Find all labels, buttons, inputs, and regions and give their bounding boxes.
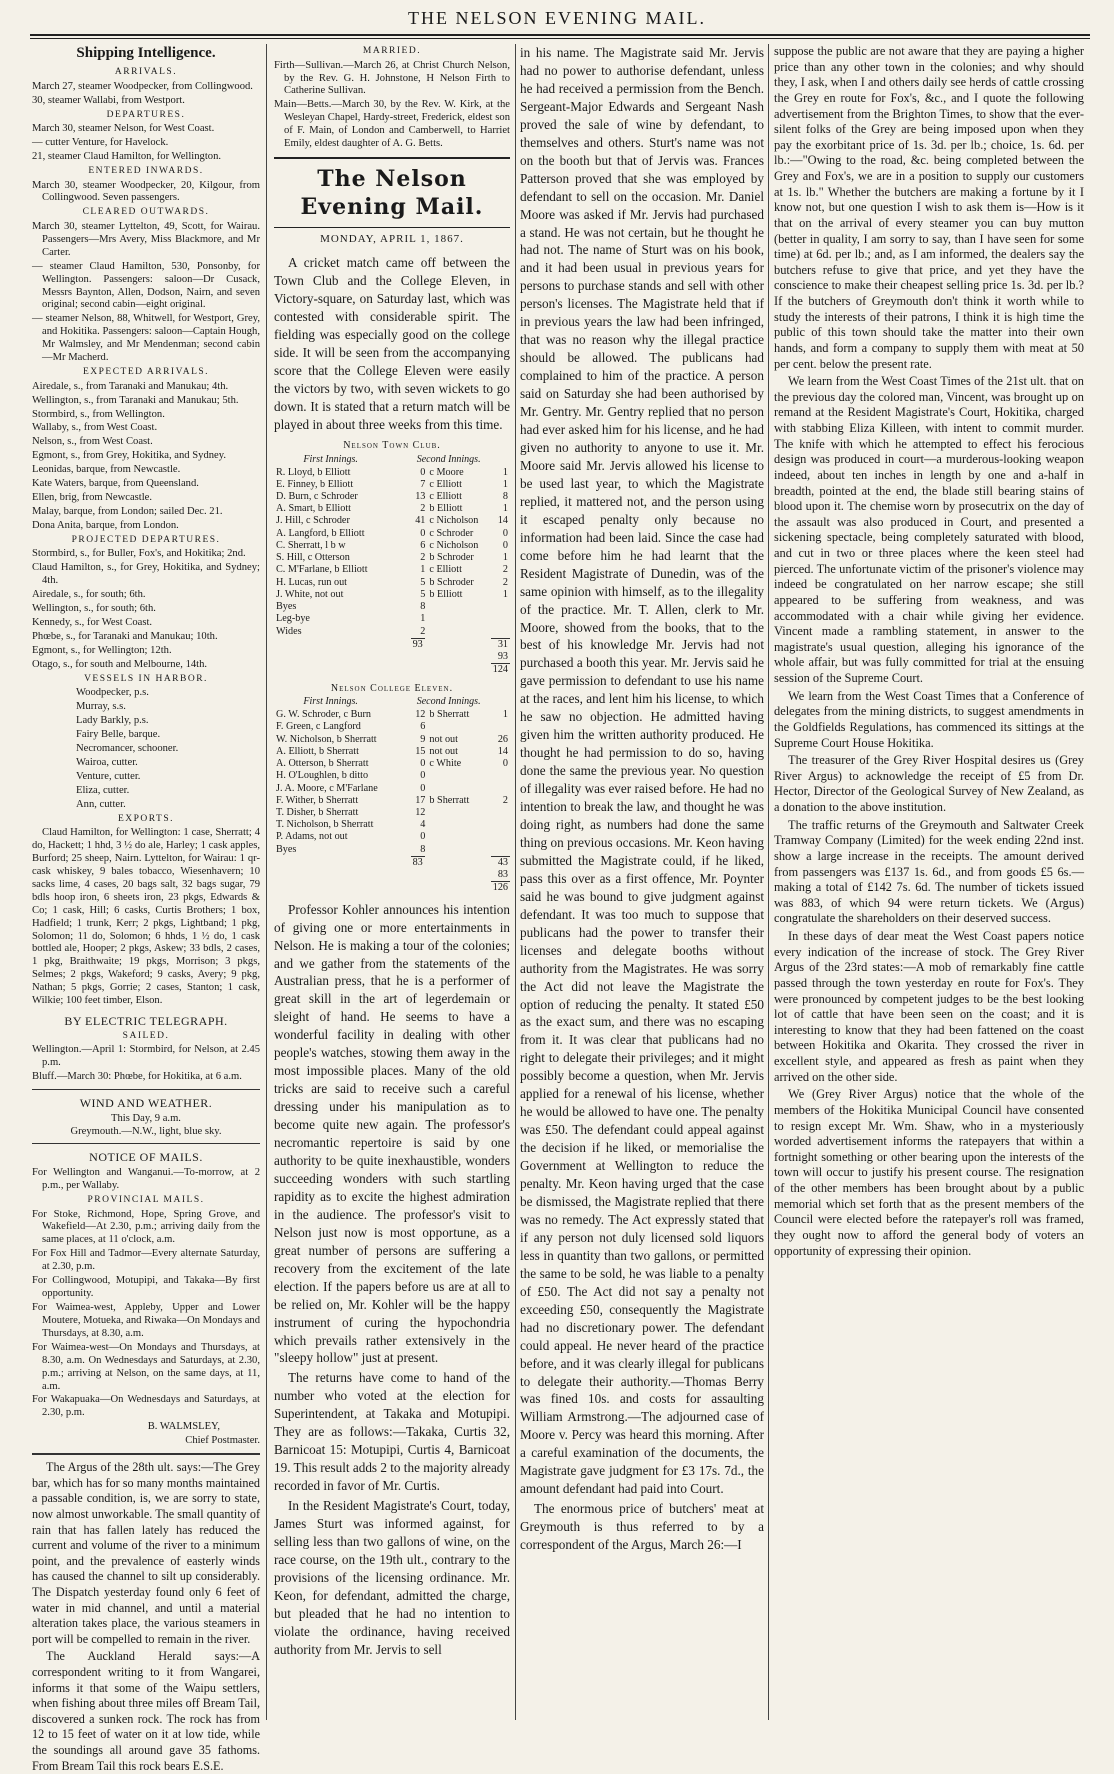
- town-first-score: 8: [420, 601, 426, 613]
- college-dismissal-second: [427, 807, 493, 819]
- second-innings-label: Second Innings.: [416, 696, 481, 708]
- town-totals: [274, 638, 510, 677]
- town-first-score: 2: [420, 552, 426, 564]
- column-divider: [515, 44, 516, 1720]
- town-grand-total: 124: [492, 664, 508, 676]
- mails-heading: NOTICE OF MAILS.: [89, 1150, 203, 1165]
- college-row: [274, 746, 510, 758]
- town-dismissal-second: c Nicholson: [429, 515, 479, 527]
- town-second-score: 8: [502, 491, 508, 503]
- list-item: Woodpecker, p.s.: [76, 687, 149, 699]
- hospital-paragraph: The treasurer of the Grey River Hospital desires us (Grey River Argus) to acknowledge the receipt of £5 from Dr. Hector, Director of the Geological Survey of New Zealand, as a donation to the above institution.: [774, 753, 1084, 814]
- town-row: [274, 515, 510, 527]
- list-item: Malay, barque, from London; sailed Dec. 21.: [32, 505, 223, 517]
- list-item: For Fox Hill and Tadmor—Every alternate Saturday, at 2.30, p.m.: [32, 1248, 260, 1273]
- college-dismissal-second: [427, 844, 493, 856]
- list-item: — cutter Venture, for Havelock.: [32, 137, 169, 149]
- town-dismissal-second: c Elliott: [429, 478, 462, 490]
- list-item: Wellington.—April 1: Stormbird, for Nelson, at 2.45 p.m.: [32, 1044, 260, 1069]
- town-second-score: [493, 626, 510, 638]
- town-first-score: 2: [420, 503, 426, 515]
- college-dismissal-second: [427, 783, 493, 795]
- college-batsman: W. Nicholson, b Sherratt: [276, 733, 377, 745]
- college-batsman: A. Otterson, b Sherratt: [276, 758, 369, 770]
- college-second-score: 26: [497, 733, 508, 745]
- college-scorecard: [274, 709, 510, 856]
- list-item: — steamer Claud Hamilton, 530, Ponsonby, for Wellington. Passengers: saloon—Dr Cusack, Messrs Baynton, Allen, Dodson, Nairn, and seven original; second cabin—eight original.: [32, 260, 260, 311]
- town-second-score: 1: [502, 552, 508, 564]
- college-second-score: 2: [502, 794, 508, 806]
- college-row: [274, 795, 510, 807]
- town-batsman: C. Sherratt, l b w: [276, 539, 346, 551]
- meat-continued: suppose the public are not aware that they are paying a higher price than any other town in the colonies; and why should they, I ask, when I and others daily see herds of cattle crossing the Grey en route for Fox's, &c., and I quote the following advertisement from the Brighton Times, to show that the ever-silent folks of the Grey are being imposed upon when they pay the exorbitant price of 1s. 3d. per lb.; choice, 1s. 6d. per lb.:—"Owing to the road, &c. being completed between the Grey and Fox's, we are in a position to supply our customers at 1s. lb." Whether the butchers are making a fortune by it I know not, but one question I wish to ask them is—How is it that on the arrival of every steamer you can buy mutton (better in quality, I am sorry to say, than I have seen for some time) at 6d. per lb.; and, as I am informed, the dealers say the butchers refuse to give that price, and yet they have the conscience to make their cheapest selling price 1s. 3d. per lb.? If the butchers of Greymouth don't think it worth while to study the interests of their patrons, I think it is high time the public of this town should take the matter into their own hands, and form a company to supply them with meat at 50 per cent. below the present rate.: [774, 44, 1084, 371]
- town-dismissal-second: c Moore: [429, 466, 464, 478]
- list-item: 30, steamer Wallabi, from Westport.: [32, 94, 185, 106]
- college-first-score: 12: [415, 807, 426, 818]
- weather-time: This Day, 9 a.m.: [111, 1112, 181, 1124]
- list-item: Murray, s.s.: [76, 701, 126, 713]
- town-row: [274, 491, 510, 503]
- entered-list: [32, 180, 260, 206]
- town-batsman: Wides: [276, 625, 302, 637]
- list-item: For Waimea-west, Appleby, Upper and Lower Moutere, Motueka, and Riwaka—On Mondays and Thursdays, at 8.30, a.m.: [32, 1301, 261, 1339]
- list-item: Lady Barkly, p.s.: [76, 715, 149, 727]
- conference-paragraph: We learn from the West Coast Times that a Conference of delegates from the mining districts, to suggest amendments in the Goldfields Regulations, has commenced its sittings at the Supreme Court House Hokitika.: [774, 688, 1084, 750]
- college-row: [274, 819, 510, 831]
- town-batsman: Byes: [276, 601, 297, 613]
- town-club-heading: Nelson Town Club.: [343, 439, 441, 451]
- town-second-score: 14: [497, 515, 508, 527]
- list-item: For Wakapuaka—On Wednesdays and Saturdays, at 2.30, p.m.: [32, 1394, 260, 1419]
- cleared-heading: CLEARED OUTWARDS.: [82, 207, 210, 218]
- list-item: Dona Anita, barque, from London.: [32, 519, 179, 531]
- college-second-score: [493, 831, 510, 843]
- departures-list: [32, 123, 260, 164]
- list-item: Kate Waters, barque, from Queensland.: [32, 478, 199, 490]
- college-batsman: H. O'Loughlen, b ditto: [276, 770, 369, 782]
- list-item: Airedale, s., from Taranaki and Manukau; 4th.: [32, 380, 229, 392]
- college-dismissal-second: [427, 770, 493, 782]
- list-item: Bluff.—March 30: Phœbe, for Hokitika, at 6 a.m.: [32, 1071, 242, 1083]
- town-batsman: Leg-bye: [276, 613, 310, 625]
- list-item: Nelson, s., from West Coast.: [32, 436, 153, 448]
- list-item: — steamer Nelson, 88, Whitwell, for Westport, Grey, and Hokitika. Passengers: saloon—Captain Hough, Mr Walmsley, and Mr Mendenman; second cabin—Mr Macherd.: [32, 313, 260, 364]
- town-first-score: 0: [420, 527, 426, 539]
- council-paragraph: We (Grey River Argus) notice that the whole of the members of the Hokitika Municipal Council have consented to resign except Mr. Wm. Shaw, who in a mysteriously worded advertisement informs the ratepayers that within a fortnight something or other bearing upon the interests of the town will occur to justify his present course. The resignation of the other members has been brought about by a public memorial which set forth that as the present members of the Council were elected before the ratepayer's roll was framed, they ought now to afford the general body of voters an opportunity of expressing their opinion.: [774, 1087, 1084, 1258]
- town-second-score: [493, 613, 510, 625]
- town-total-carried: 93: [497, 651, 508, 663]
- town-row: [274, 626, 510, 638]
- postmaster-title: Chief Postmaster.: [185, 1435, 260, 1447]
- college-batsman: Byes: [276, 843, 297, 855]
- town-second-score: 2: [502, 564, 508, 576]
- town-batsman: J. Hill, c Schroder: [276, 515, 350, 527]
- town-dismissal-second: b Elliott: [429, 588, 463, 600]
- weather-heading: WIND AND WEATHER.: [79, 1096, 213, 1111]
- town-second-score: 0: [502, 527, 508, 539]
- telegraph-heading: BY ELECTRIC TELEGRAPH.: [64, 1014, 228, 1029]
- list-item: Airedale, s., for south; 6th.: [32, 589, 146, 601]
- town-first-score: 0: [420, 466, 426, 478]
- town-second-score: 2: [502, 576, 508, 588]
- college-first-score: 12: [415, 709, 426, 721]
- cleared-list: [32, 221, 260, 365]
- cricket-paragraph: A cricket match came off between the Town Club and the College Eleven, in Victory-square, on Saturday last, which was contested with considerable spirit. The fielding was especially good on the college side. It will be seen from the accompanying score that the College Eleven were easily the victors by two, with seven wickets to go down. It is stated that a return match will be played in about three weeks from this time.: [274, 255, 510, 432]
- town-batsman: D. Burn, c Schroder: [276, 491, 358, 503]
- married-heading: MARRIED.: [362, 46, 422, 56]
- town-second-score: 1: [502, 503, 508, 515]
- town-row: [274, 540, 510, 552]
- town-batsman: J. White, not out: [276, 588, 344, 600]
- town-first-score: 7: [420, 478, 426, 490]
- vessels-list: [32, 687, 260, 811]
- column-editorial: [274, 44, 510, 1720]
- list-item: Kennedy, s., for West Coast.: [32, 617, 153, 628]
- list-item: Egmont, s., from Grey, Hokitika, and Sydney.: [32, 450, 226, 462]
- town-row: [274, 601, 510, 613]
- section-divider: [32, 1453, 260, 1455]
- entered-heading: ENTERED INWARDS.: [88, 165, 204, 176]
- issue-date: MONDAY, APRIL 1, 1867.: [320, 233, 464, 246]
- court-continued: in his name. The Magistrate said Mr. Jervis had no power to authorise defendant, unless he had received a permission from the Bench. Sergeant-Major Edwards and Sergeant Nash proved the sale of wine by defendant, to themselves and others. Sturt's name was not on the booth but that of Jervis was. Frances Patterson proved that she was employed by defendant to sell on the occasion. Mr. Daniel Moore was asked if Mr. Jervis had purchased a stand. He was not certain, but he thought he had not. The name of Sturt was on his book, and it had been usual in previous years for persons to purchase stands and sell with other person's licenses. The Magistrate held that if in previous years the law had been infringed, that was no reason why the illegal practice should be allowed. The publicans had complained to him of the practice. A person said on Saturday she had been authorised by Mr. Gentry. Mr. Gentry replied that no person had ever asked him for his license, and he had given no authority to anyone to use it. Mr. Moore said Mr. Jervis allowed his license to be used last year, to which the Magistrate replied, it mattered not, and the person using it escaped penalty only because no information had been laid. Since the case had come before him he had learnt that the Resident Magistrate of Dunedin, was of the same opinion with himself, as to the illegality of the practice. Mr. T. Allen, clerk to Mr. Moore, showed from the books, that to the best of his knowledge Mr. Jervis had not purchased a booth this year. Mr. Jervis said he gave permission to defendant to use his name at the races, and lent him his license, to which he saw no objection. He admitted having given him the written authority produced. He thought he had permission to do so, having done the same the previous year. No question of illegality was ever raised before. He had no intention to break the law, and thought he was doing right, as numbers had done the same thing on previous occasions. Mr. Keon having submitted the Magistrate could, if he liked, pass this over as a first offence, Mr. Poynter said he was bound to give judgment against defendant. It was too much to suppose that publicans had the power to transfer their licenses and delegate booths without authority from the Magistrates. He was sorry the Act did not leave the Magistrate the option of reducing the penalty. It stated £50 as the exact sum, and there was no escaping from it. It was clear that publicans had no right to delegate their privileges; and it might possibly become a question, when Mr. Jervis applied for a renewal of his license, whether he would be allowed to have one. The penalty was £50. The defendant could appeal against the decision if he liked, or memorialise the Government at Wellington to reduce the penalty. Mr. Keon having urged that the case be dismissed, the Magistrate replied that there was no remedy. The Act expressly stated that if any person not duly licensed sold liquors less in quantity than two gallons, or permitted the same to be sold, he was liable to a penalty of £50. The Act did not say a penalty not exceeding £50, consequently the Magistrate had no discretionary power. The defendant could appeal. He never heard of the practice before, and it was clearly illegal for publicans to delegate their authority.—Thomas Berry was fined 10s. and costs for assaulting William Armstrong.—The adjourned case of Moore v. Percy was heard this morning. After a careful examination of the documents, the Magistrate gave judgment for £3 17s. 7d., the amount defendant had paid into Court.: [520, 45, 764, 1497]
- college-dismissal-second: c White: [429, 758, 462, 770]
- college-first-score: 0: [420, 831, 426, 843]
- college-second-score: [493, 783, 510, 795]
- college-dismissal-second: not out: [429, 745, 458, 757]
- college-row: [274, 709, 510, 721]
- town-scorecard: [274, 467, 510, 638]
- college-batsman: A. Elliott, b Sherratt: [276, 745, 359, 757]
- kohler-paragraph: Professor Kohler announces his intention of giving one or more entertainments in Nelson. He is making a tour of the colonies; and we gather from the statements of the Australian press, that he is a performer of great skill in the art of legerdemain or sleight of hand. He seems to have a wonderful facility in dealing with other people's watches, stowing them away in the most impossible places. Many of the old tricks are said to receive such a careful dressing under his manipulation as to become quite new again. The professor's necromantic repertoire is said by one authority to be quite inexhaustible, wonders succeeding wonders with such startling rapidity as to excite the highest admiration in the audience. The professor's visit to Nelson just now is most opportune, as a great number of persons are suffering a recovery from the excitement of the late election. If the papers before us are at all to be relied on, Mr. Kohler will be the happy instrument of curing the hypochondria which prevails rather extensively in the "sleepy hollow" just at present.: [274, 901, 510, 1366]
- town-first-score: 2: [420, 625, 426, 637]
- list-item: Wairoa, cutter.: [76, 756, 138, 768]
- weather-text: Greymouth.—N.W., light, blue sky.: [70, 1125, 222, 1137]
- college-total-first: 83: [412, 856, 423, 868]
- town-first-score: 1: [420, 564, 426, 576]
- town-batsman: R. Lloyd, b Elliott: [276, 466, 351, 478]
- tramway-paragraph: The traffic returns of the Greymouth and Saltwater Creek Tramway Company (Limited) for the week ending 22nd inst. show a large increase in the receipts. The amount derived from passengers was £137 1s. 6d., and from goods £5 6s.—making a total of £142 7s. 6d. The number of tickets issued was 883, of which 94 were return tickets. We (Argus) congratulate the shareholders on their deserved success.: [774, 817, 1084, 926]
- list-item: Stormbird, s., from Wellington.: [32, 408, 165, 420]
- college-first-score: 17: [415, 794, 426, 806]
- town-dismissal-second: c Nicholson: [429, 539, 479, 551]
- college-first-score: 0: [420, 782, 426, 794]
- masthead-rule: [30, 34, 1090, 36]
- departures-heading: DEPARTURES.: [106, 109, 186, 120]
- college-first-score: 9: [420, 733, 426, 745]
- list-item: Main—Betts.—March 30, by the Rev. W. Kirk, at the Wesleyan Chapel, Hardy-street, Frederick, eldest son of F. Main, of London and Camberwell, to Harriet Emily, eldest daughter of A. G. Betts.: [274, 99, 510, 150]
- town-dismissal-second: [427, 601, 493, 613]
- college-second-score: [493, 819, 510, 831]
- college-first-score: 8: [420, 843, 426, 855]
- column-shipping: [32, 44, 261, 1773]
- college-totals: [274, 856, 510, 895]
- list-item: Otago, s., for south and Melbourne, 14th.: [32, 658, 208, 670]
- town-row: [274, 589, 510, 601]
- town-dismissal-second: c Schroder: [429, 527, 474, 539]
- column-divider: [266, 44, 267, 1720]
- projected-heading: PROJECTED DEPARTURES.: [71, 534, 221, 545]
- college-total-second: 43: [491, 856, 510, 869]
- town-batsman: S. Hill, c Otterson: [276, 552, 350, 564]
- cattle-paragraph: In these days of dear meat the West Coast papers notice every indication of the increase of stock. The Grey River Argus of the 23rd states:—A mob of remarkably fine cattle passed through the town yesterday en route for Fox's. They were pronounced by competent judges to be the best looking lot of cattle that have been seen on the coast; and it is interesting to know that they had been fattened on the coast between Hokitika and Okarita. They crossed the river in excellent style, and appeared as fresh as paint when they arrived on the other side.: [774, 929, 1084, 1084]
- college-second-score: 0: [502, 758, 508, 770]
- list-item: Venture, cutter.: [76, 770, 141, 782]
- town-dismissal-second: c Elliott: [429, 564, 462, 576]
- list-item: Necromancer, schooner.: [76, 742, 179, 754]
- town-first-score: 5: [420, 588, 426, 600]
- paper-title: The Nelson Evening Mail.: [274, 157, 510, 228]
- town-row: [274, 564, 510, 576]
- town-dismissal-second: [427, 626, 493, 638]
- provincial-heading: PROVINCIAL MAILS.: [87, 1194, 205, 1205]
- first-innings-label: First Innings.: [303, 696, 358, 708]
- college-first-score: 0: [420, 770, 426, 782]
- college-second-score: [493, 770, 510, 782]
- college-batsman: P. Adams, not out: [276, 831, 348, 843]
- list-item: Wellington, s., for south; 6th.: [32, 603, 156, 615]
- list-item: Egmont, s., for Wellington; 12th.: [32, 644, 172, 656]
- meat-paragraph: The enormous price of butchers' meat at Greymouth is thus referred to by a correspondent of the Argus, March 26:—I: [520, 1501, 764, 1553]
- herald-paragraph: The Auckland Herald says:—A correspondent writing to it from Wangarei, informs it that some of the Waipu settlers, when fishing about three miles off Bream Tail, discovered a sunken rock. The rock has from 12 to 15 feet of water on it at low tide, while the soundings all around gave 35 fathoms. From Bream Tail this rock bears E.S.E.: [32, 1649, 260, 1773]
- town-row: [274, 613, 510, 625]
- arrivals-heading: ARRIVALS.: [114, 67, 178, 78]
- college-first-score: 15: [415, 745, 426, 757]
- projected-list: [32, 548, 260, 671]
- postmaster-name: B. WALMSLEY,: [147, 1421, 220, 1433]
- expected-list: [32, 381, 260, 533]
- town-row: [274, 479, 510, 491]
- college-row: [274, 758, 510, 770]
- town-second-score: [493, 601, 510, 613]
- town-second-score: 1: [502, 478, 508, 490]
- list-item: March 30, steamer Nelson, for West Coast.: [32, 123, 215, 135]
- college-second-score: [493, 844, 510, 856]
- college-dismissal-second: b Sherratt: [429, 794, 470, 806]
- town-dismissal-second: b Schroder: [429, 552, 474, 564]
- returns-paragraph: The returns have come to hand of the number who voted at the election for Superintendent, at Takaka and Motupipi. They are as follows:—Takaka, Curtis 32, Barnicoat 15: Motupipi, Curtis 4, Barnicoat 19. This result adds 2 to the majority already recorded in favor of Mr. Curtis.: [274, 1370, 510, 1494]
- list-item: Eliza, cutter.: [76, 784, 130, 796]
- expected-heading: EXPECTED ARRIVALS.: [82, 367, 210, 378]
- town-batsman: A. Langford, b Elliott: [276, 527, 365, 539]
- mails-list: [32, 1209, 260, 1421]
- list-item: Leonidas, barque, from Newcastle.: [32, 464, 181, 476]
- masthead: THE NELSON EVENING MAIL.: [408, 8, 706, 28]
- college-batsman: T. Disher, b Sherratt: [276, 807, 359, 818]
- town-dismissal-second: [427, 613, 493, 625]
- college-heading: Nelson College Eleven.: [330, 682, 454, 694]
- town-first-score: 13: [415, 491, 426, 503]
- shipping-title: Shipping Intelligence.: [76, 45, 216, 61]
- college-row: [274, 844, 510, 856]
- section-divider: [32, 1143, 260, 1144]
- town-batsman: C. M'Farlane, b Elliott: [276, 564, 368, 576]
- town-row: [274, 552, 510, 564]
- town-dismissal-second: b Elliott: [429, 503, 463, 515]
- town-first-score: 5: [420, 576, 426, 588]
- college-dismissal-second: b Sherratt: [429, 709, 470, 721]
- town-dismissal-second: b Schroder: [429, 576, 474, 588]
- town-row: [274, 503, 510, 515]
- college-batsman: J. A. Moore, c M'Farlane: [276, 782, 378, 794]
- list-item: 21, steamer Claud Hamilton, for Wellington.: [32, 151, 222, 163]
- college-row: [274, 807, 510, 819]
- town-first-score: 1: [420, 613, 426, 625]
- college-first-score: 0: [420, 758, 426, 770]
- town-row: [274, 467, 510, 479]
- list-item: March 30, steamer Woodpecker, 20, Kilgour, from Collingwood. Seven passengers.: [32, 179, 260, 204]
- town-row: [274, 528, 510, 540]
- college-batsman: F. Green, c Langford: [276, 721, 361, 733]
- list-item: Ann, cutter.: [76, 798, 126, 810]
- telegraph-list: [32, 1044, 260, 1084]
- court-paragraph: In the Resident Magistrate's Court, today, James Sturt was informed against, for selling less than two gallons of wine, on the race course, on the 19th ult., contrary to the provisions of the licensing ordinance. Mr. Keon, for defendant, admitted the charge, but pleaded that he had no intention to violate the ordinance, having received authority from Mr. Jervis to sell: [274, 1498, 510, 1657]
- college-row: [274, 831, 510, 843]
- list-item: Ellen, brig, from Newcastle.: [32, 492, 153, 504]
- list-item: For Stoke, Richmond, Hope, Spring Grove, and Wakefield—At 2.30, p.m.; arriving daily from the same places, at 11 o'clock, a.m.: [32, 1208, 260, 1246]
- town-first-score: 41: [415, 515, 426, 527]
- college-second-score: [493, 721, 510, 733]
- list-item: Phœbe, s., for Taranaki and Manukau; 10th.: [32, 630, 218, 642]
- argus-paragraph: The Argus of the 28th ult. says:—The Grey bar, which has for so many months maintained a passable condition, is, we are sorry to state, now almost unworkable. The small quantity of rain that has fallen lately has reduced the current and volume of the river to a minimum point, and the prevalence of easterly winds has caused the channel to silt up considerably. The Dispatch yesterday found only 6 feet of water in mid channel, and until a material alteration takes place, the various steamers in port will be compelled to remain in the river.: [32, 1460, 260, 1646]
- college-batsman: T. Nicholson, b Sherratt: [276, 819, 374, 831]
- list-item: For Waimea-west—On Mondays and Thursdays, at 8.30, a.m. On Wednesdays and Saturdays, at 2.30, p.m.; arriving at Nelson, on the same days, at 11, a.m.: [32, 1341, 260, 1392]
- college-dismissal-second: not out: [429, 733, 458, 745]
- college-batsman: G. W. Schroder, c Burn: [276, 709, 371, 721]
- list-item: March 27, steamer Woodpecker, from Collingwood.: [32, 80, 253, 92]
- section-divider: [32, 1089, 260, 1090]
- exports-heading: EXPORTS.: [117, 813, 175, 824]
- college-dismissal-second: [427, 721, 493, 733]
- college-dismissal-second: [427, 831, 493, 843]
- list-item: March 30, steamer Lyttelton, 49, Scott, for Wairau. Passengers—Mrs Avery, Miss Blackmore, and Mr Carter.: [32, 220, 260, 258]
- exports-text: Claud Hamilton, for Wellington: 1 case, Sherratt; 4 do, Hackett; 1 hhd, 3 ½ do ale, Harley; 1 cask apples, Burford; 25 sheep, Nairn. Lyttelton, for Wairau: 1 qr-cask whiskey, 9 bales tobacco, Wiesenhavern; 10 sacks lime, 4 cases, 20 bags salt, 32 bags sugar, 79 bdls hoop iron, 6 sheets iron, 23 pkgs, Edwards & Co; 1 cask, Hill; 6 casks, Curtis Brothers; 1 box, Hadfield; 1 trunk, Kerr; 2 pkgs, Lightband; 1 pkg, Solomon; 11 do, Solomon; 6 hhds, 1 ½ do, 1 cask bottled ale, Hooper; 2 pkgs, Askew; 33 bdls, 2 cases, 1 pkg, Braithwaite; 19 pkgs, Morrison; 3 pkgs, Selmes; 2 pkgs, Wakeford; 9 casks, Avery; 9 pkg, Nathan; 5 pkgs, Gorrie; 2 cases, Stanton; 1 cask, Wilkie; 100 feet timber, Elson.: [32, 827, 260, 1007]
- list-item: Fairy Belle, barque.: [76, 729, 161, 741]
- vessels-heading: VESSELS IN HARBOR.: [84, 673, 208, 684]
- college-second-score: 14: [497, 745, 508, 757]
- town-first-score: 6: [420, 539, 426, 551]
- sailed-heading: SAILED.: [122, 1030, 170, 1041]
- town-second-score: 1: [502, 588, 508, 600]
- town-batsman: A. Smart, b Elliott: [276, 503, 351, 515]
- town-batsman: H. Lucas, run out: [276, 576, 348, 588]
- list-item: Claud Hamilton, s., for Grey, Hokitika, and Sydney; 4th.: [32, 562, 260, 587]
- college-dismissal-second: [427, 819, 493, 831]
- stabbing-paragraph: We learn from the West Coast Times of the 21st ult. that on the previous day the colored man, Vincent, was brought up on remand at the Resident Magistrate's Court, Hokitika, charged with stabbing Eliza Killeen, with intent to commit murder. The knife with which he attempted to effect his ferocious design was produced in court—a murderous-looking weapon indeed, about ten inches in length by one and a-half in breadth, pointed at the end, the blade still bearing stains of blood upon it. The chemise worn by prosecutrix on the day of the assault was also produced in Court, and presented a sickening spectacle, being completely saturated with blood, and cut in two or three places where the keen steel had pierced. The unfortunate victim of the prisoner's violence may indeed be congratulated on her narrow escape; she still appeared to be suffering from weakness, and was accommodated with a chair while giving her evidence. Vincent made a rambling statement, in answer to the magistrate's usual question, alleging his ignorance of the whole affair, but was fully committed for trial at the ensuing session of the Supreme Court.: [774, 374, 1084, 685]
- first-innings-label: First Innings.: [303, 453, 358, 465]
- town-batsman: E. Finney, b Elliott: [276, 478, 354, 490]
- college-row: [274, 734, 510, 746]
- second-innings-label: Second Innings.: [416, 453, 481, 465]
- town-second-score: 0: [502, 539, 508, 551]
- college-first-score: 6: [420, 721, 426, 733]
- masthead-rule-thin: [30, 38, 1090, 39]
- college-first-score: 4: [420, 819, 426, 831]
- college-row: [274, 783, 510, 795]
- town-row: [274, 577, 510, 589]
- arrivals-list: [32, 81, 260, 108]
- college-grand-total: 126: [492, 882, 508, 894]
- college-second-score: [493, 807, 510, 819]
- column-news: [774, 44, 1084, 1720]
- list-item: Stormbird, s., for Buller, Fox's, and Hokitika; 2nd.: [32, 548, 246, 560]
- college-row: [274, 770, 510, 782]
- town-total-first: 93: [412, 638, 423, 650]
- list-item: For Collingwood, Motupipi, and Takaka—By first opportunity.: [32, 1275, 260, 1300]
- mails-wellington: For Wellington and Wanganui.—To-morrow, at 2 p.m., per Wallaby.: [32, 1167, 260, 1192]
- list-item: Wallaby, s., from West Coast.: [32, 422, 158, 434]
- list-item: Wellington, s., from Taranaki and Manukau; 5th.: [32, 394, 239, 406]
- town-second-score: 1: [502, 466, 508, 478]
- college-total-carried: 83: [497, 869, 508, 881]
- town-total-second: 31: [491, 638, 510, 651]
- college-batsman: F. Wither, b Sherratt: [276, 794, 359, 806]
- list-item: Firth—Sullivan.—March 26, at Christ Church Nelson, by the Rev. G. H. Johnstone, H Nelson Firth to Catherine Sullivan.: [274, 59, 510, 97]
- college-row: [274, 721, 510, 733]
- married-list: [274, 60, 510, 151]
- column-court-report: [520, 44, 764, 1720]
- college-second-score: 1: [502, 709, 508, 721]
- town-dismissal-second: c Elliott: [429, 491, 462, 503]
- column-divider: [768, 44, 769, 1720]
